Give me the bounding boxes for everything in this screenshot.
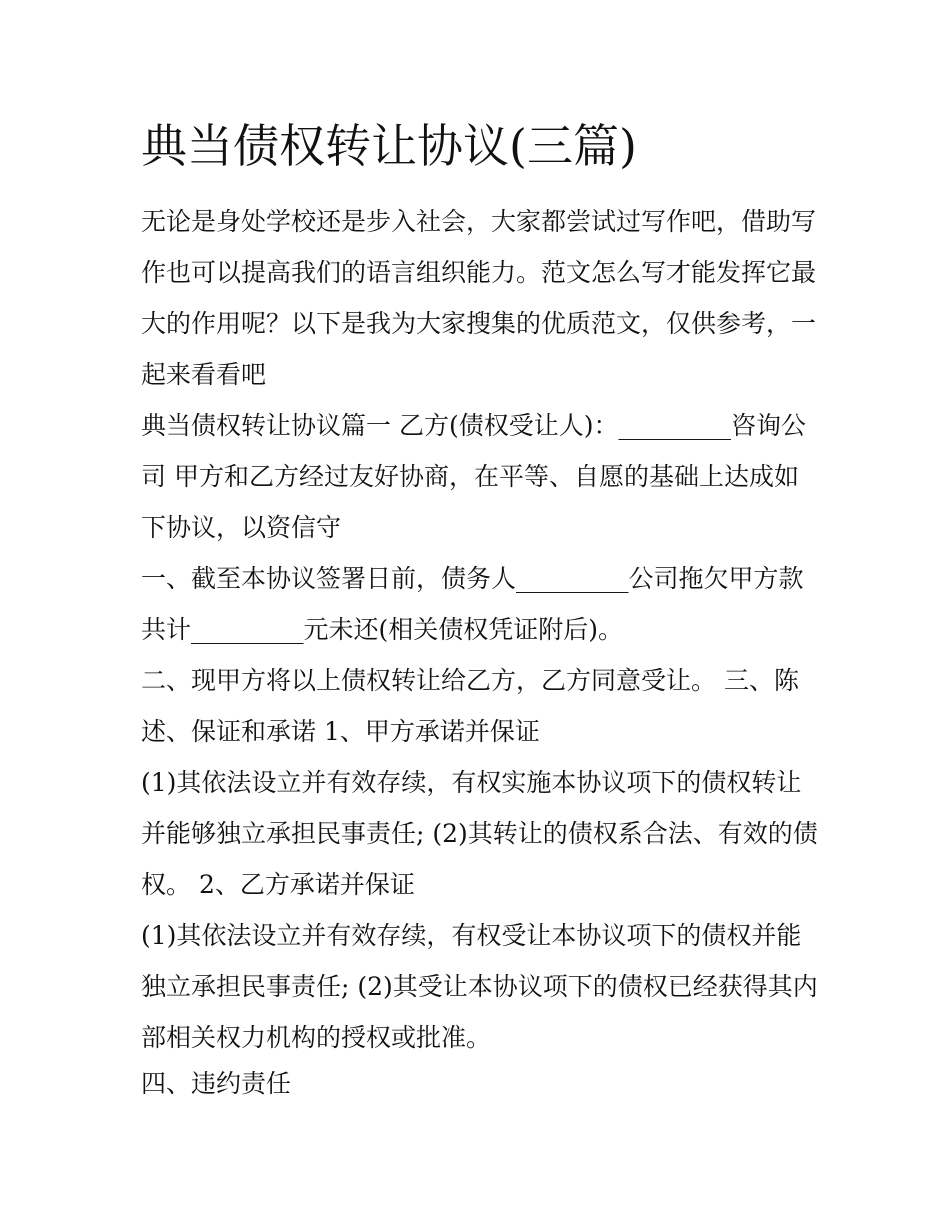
body-line-10: 二、现甲方将以上债权转让给乙方，乙方同意受让。 三、陈 [141, 666, 799, 695]
body-line-15: (1)其依法设立并有效存续，有权受让本协议项下的债权并能 [141, 921, 802, 950]
body-line-4: 起来看看吧 [141, 360, 267, 389]
body-line-3: 大的作用呢？以下是我为大家搜集的优质范文，仅供参考，一 [141, 309, 817, 338]
body-line-2: 作也可以提高我们的语言组织能力。范文怎么写才能发挥它最 [141, 258, 817, 287]
body-line-6: 司 甲方和乙方经过友好协商，在平等、自愿的基础上达成如 [141, 462, 799, 491]
body-line-7: 下协议，以资信守 [141, 513, 342, 542]
body-line-5: 典当债权转让协议篇一 乙方(债权受让人)：_________咨询公 [141, 411, 806, 440]
body-line-13: 并能够独立承担民事责任; (2)其转让的债权系合法、有效的债 [141, 819, 818, 848]
section-heading-breach: 四、违约责任 [141, 1069, 292, 1098]
body-line-9: 共计_________元未还(相关债权凭证附后)。 [141, 615, 624, 644]
body-line-1: 无论是身处学校还是步入社会，大家都尝试过写作吧，借助写 [141, 207, 817, 236]
body-line-14: 权。 2、乙方承诺并保证 [141, 870, 415, 899]
body-line-16: 独立承担民事责任; (2)其受让本协议项下的债权已经获得其内 [141, 972, 818, 1001]
body-line-17: 部相关权力机构的授权或批准。 [141, 1023, 492, 1052]
document-title: 典当债权转让协议(三篇) [141, 119, 637, 173]
body-line-8: 一、截至本协议签署日前，债务人_________公司拖欠甲方款 [141, 564, 804, 593]
body-line-12: (1)其依法设立并有效存续，有权实施本协议项下的债权转让 [141, 768, 802, 797]
body-line-11: 述、保证和承诺 1、甲方承诺并保证 [141, 717, 540, 746]
